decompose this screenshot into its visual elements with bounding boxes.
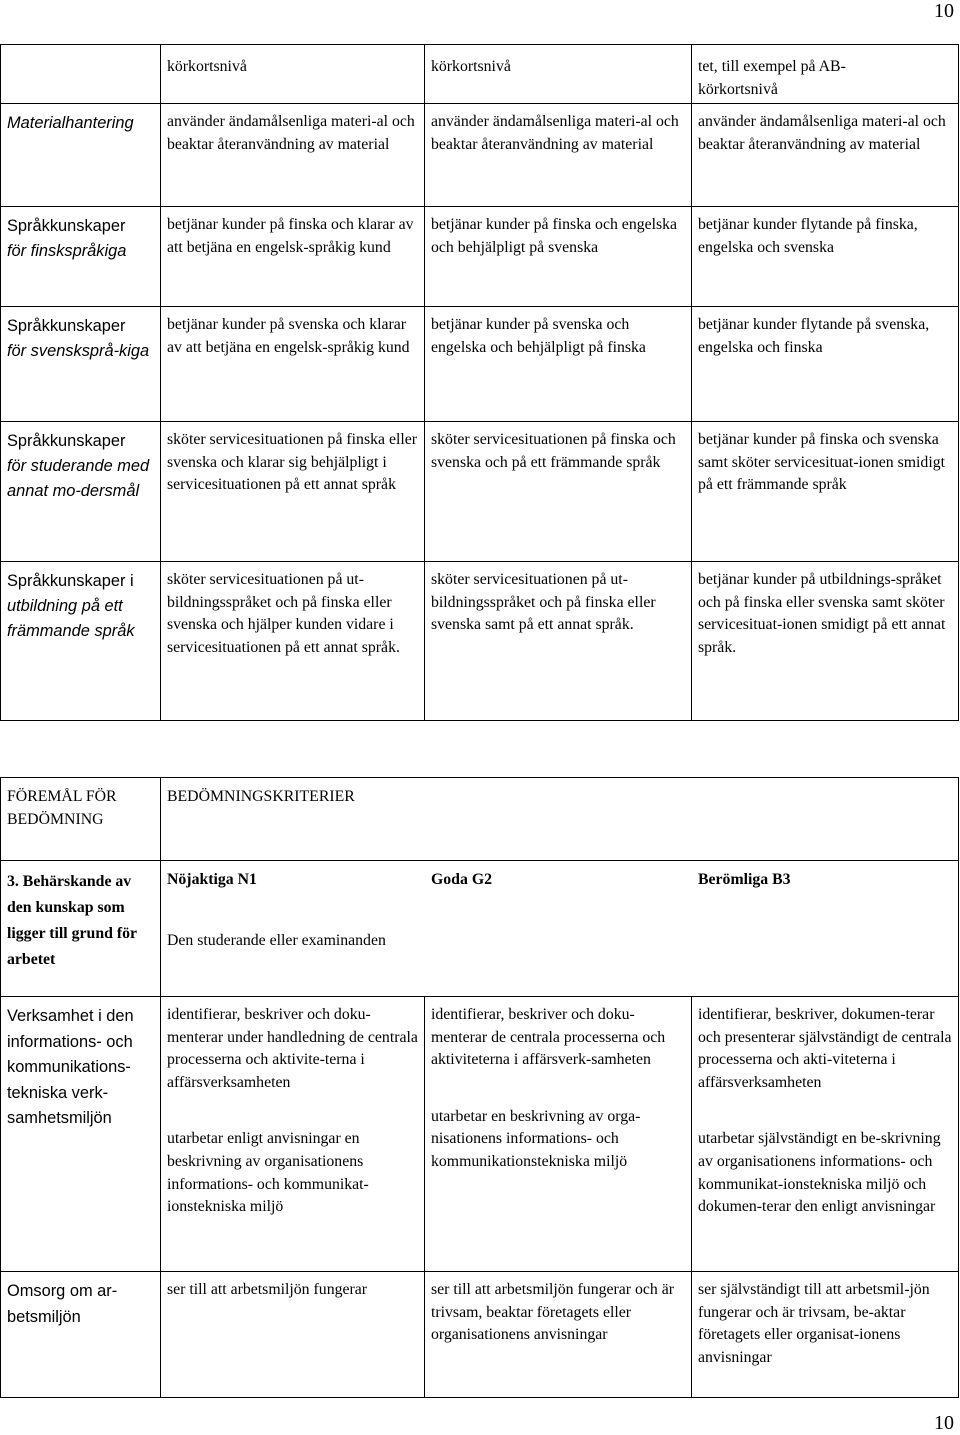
table-header-row (1, 778, 959, 861)
cell-b3 (692, 997, 959, 1272)
criteria-table-upper (0, 44, 959, 721)
criterion-text: utarbetar självständigt en be-skrivning av organisationens informations- och kommunikat-ionstekniska miljö och dokumen-terar den enligt anvisningar (698, 1130, 941, 1216)
row-category-line: Språkkunskaper (7, 217, 126, 235)
cell-g2: betjänar kunder på finska och engelska och behjälpligt på svenska (425, 207, 692, 307)
row-category-line: Materialhantering (7, 114, 134, 132)
level-n1: Nöjaktiga N1 (167, 871, 257, 888)
cell-b3: betjänar kunder på finska och svenska samt sköter servicesituat-ionen smidigt på ett främmande språk (692, 422, 959, 562)
table-row (1, 422, 959, 562)
section-title: 3. Behärskande av den kunskap som ligger till grund för arbetet (1, 861, 161, 997)
row-category (1, 104, 161, 207)
page-number-bottom: 10 (934, 1412, 954, 1434)
criterion-text: ser självständigt till att arbetsmil-jön fungerar och är trivsam, be-aktar företagets eller organisat-ionens anvisningar (698, 1281, 930, 1366)
cell-n1: betjänar kunder på finska och klarar av att betjäna en engelsk-språkig kund (161, 207, 425, 307)
level-g2: Goda G2 (431, 871, 493, 888)
cell-g2: sköter servicesituationen på finska och svenska och på ett främmande språk (425, 422, 692, 562)
cell-b3: betjänar kunder på utbildnings-språket och på finska eller svenska samt sköter servicesituat-ionen smidigt på ett annat språk. (692, 562, 959, 721)
row-category-line: för svensksprå-kiga (7, 342, 150, 360)
header-cell-g2: körkortsnivå (425, 45, 692, 104)
cell-n1: betjänar kunder på svenska och klarar av att betjäna en engelsk-språkig kund (161, 307, 425, 422)
criteria-table-lower (0, 777, 959, 1398)
cell-b3: betjänar kunder flytande på finska, engelska och svenska (692, 207, 959, 307)
criterion-text: ser till att arbetsmiljön fungerar och är trivsam, beaktar företagets eller organisationens anvisningar (431, 1281, 675, 1344)
header-cell-n1: körkortsnivå (161, 45, 425, 104)
table-row (1, 997, 959, 1272)
levels-cell (161, 861, 959, 997)
row-category-line: Språkkunskaper (7, 317, 126, 335)
row-category-line: för studerande med annat mo-dersmål (7, 457, 150, 500)
cell-b3 (692, 1272, 959, 1398)
assessment-criteria-header: BEDÖMNINGSKRITERIER (161, 778, 959, 861)
header-cell-empty (1, 45, 161, 104)
cell-g2: betjänar kunder på svenska och engelska och behjälpligt på finska (425, 307, 692, 422)
cell-n1 (161, 1272, 425, 1398)
row-category-line: Språkkunskaper i (7, 572, 134, 590)
table-row (1, 562, 959, 721)
table-header-row (1, 45, 959, 104)
intro-text: Den studerande eller examinanden (167, 931, 386, 949)
cell-n1: sköter servicesituationen på finska eller svenska och klarar sig behjälpligt i servicesituationen på ett annat språk (161, 422, 425, 562)
cell-n1 (161, 997, 425, 1272)
criterion-text: ser till att arbetsmiljön fungerar (167, 1281, 368, 1298)
row-category-line: utbildning på ett främmande språk (7, 597, 135, 640)
row-category: Verksamhet i den informations- och kommunikations-tekniska verk-samhetsmiljön (1, 997, 161, 1272)
level-b3: Berömliga B3 (698, 871, 791, 888)
criterion-text: identifierar, beskriver, dokumen-terar och presenterar självständigt de centrala processerna och akti-viteterna i affärsverksamheten (698, 1006, 952, 1091)
row-category: Omsorg om ar-betsmiljön (1, 1272, 161, 1398)
cell-n1: sköter servicesituationen på ut-bildningsspråket och på finska eller svenska och hjälper kunden vidare i servicesituationen på ett annat språk. (161, 562, 425, 721)
row-category (1, 307, 161, 422)
assessment-target-header: FÖREMÅL FÖR BEDÖMNING (1, 778, 161, 861)
cell-g2: sköter servicesituationen på ut-bildningsspråket och på finska eller svenska samt på ett annat språk. (425, 562, 692, 721)
cell-b3: betjänar kunder flytande på svenska, engelska och finska (692, 307, 959, 422)
cell-n1: använder ändamålsenliga materi-al och beaktar återanvändning av material (161, 104, 425, 207)
cell-g2: använder ändamålsenliga materi-al och beaktar återanvändning av material (425, 104, 692, 207)
row-category (1, 422, 161, 562)
row-category (1, 562, 161, 721)
criterion-text: identifierar, beskriver och doku-menterar under handledning de centrala processerna och aktivite-terna i affärsverksamheten (167, 1006, 418, 1091)
cell-g2 (425, 1272, 692, 1398)
page-number-top: 10 (934, 0, 954, 22)
table-row (1, 307, 959, 422)
table-row (1, 1272, 959, 1398)
header-cell-b3: tet, till exempel på AB-körkortsnivå (692, 45, 959, 104)
criterion-text: utarbetar en beskrivning av orga-nisationens informations- och kommunikationstekniska miljö (431, 1107, 641, 1170)
cell-b3: använder ändamålsenliga materi-al och beaktar återanvändning av material (692, 104, 959, 207)
section-row (1, 861, 959, 997)
criterion-text: identifierar, beskriver och doku-menterar de centrala processerna och aktiviteterna i affärsverk-samheten (431, 1006, 666, 1069)
cell-g2 (425, 997, 692, 1272)
criterion-text: utarbetar enligt anvisningar en beskrivning av organisationens informations- och kommunikat-ionstekniska miljö (167, 1130, 369, 1216)
row-category-line: för finskspråkiga (7, 242, 127, 260)
row-category-line: Språkkunskaper (7, 432, 126, 450)
table-row (1, 104, 959, 207)
table-row (1, 207, 959, 307)
row-category (1, 207, 161, 307)
